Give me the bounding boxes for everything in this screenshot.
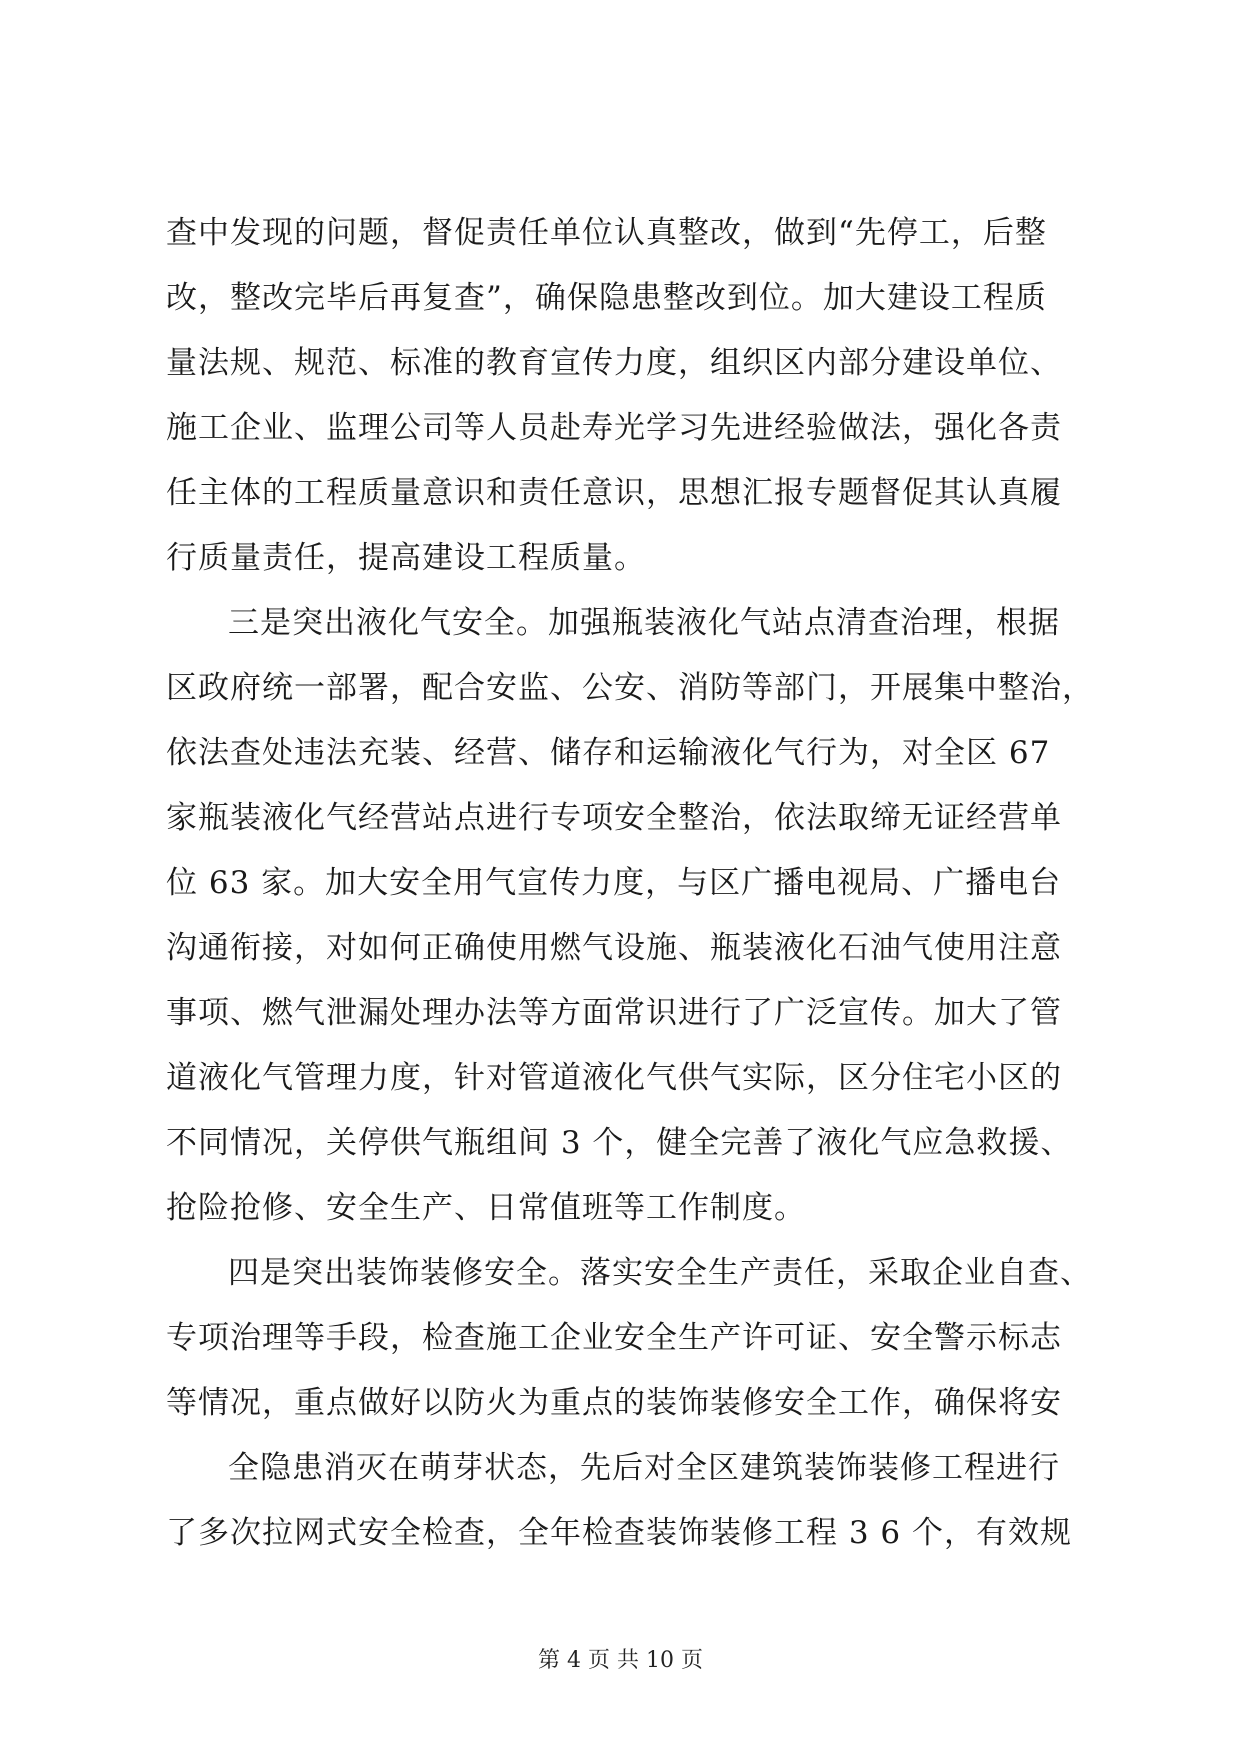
paragraph-5-first-line: 全隐患消灭在萌芽状态，先后对全区建筑装饰装修工程进行 <box>228 1450 1060 1486</box>
body-line-19: 等情况，重点做好以防火为重点的装饰装修安全工作，确保将安 <box>166 1385 1062 1421</box>
body-line-2: 改，整改完毕后再复查”，确保隐患整改到位。加大建设工程质 <box>166 280 1047 316</box>
body-line-12: 沟通衔接，对如何正确使用燃气设施、瓶装液化石油气使用注意 <box>166 930 1062 966</box>
body-line-13: 事项、燃气泄漏处理办法等方面常识进行了广泛宣传。加大了管 <box>166 995 1062 1031</box>
body-line-5: 任主体的工程质量意识和责任意识，思想汇报专题督促其认真履 <box>166 475 1062 511</box>
body-line-8: 区政府统一部署，配合安监、公安、消防等部门，开展集中整治， <box>166 670 1094 706</box>
body-line-11: 位 63 家。加大安全用气宣传力度，与区广播电视局、广播电台 <box>166 865 1062 901</box>
body-line-1: 查中发现的问题，督促责任单位认真整改，做到“先停工，后整 <box>166 215 1047 251</box>
body-line-4: 施工企业、监理公司等人员赴寿光学习先进经验做法，强化各责 <box>166 410 1062 446</box>
paragraph-3-first-line: 三是突出液化气安全。加强瓶装液化气站点清查治理，根据 <box>228 605 1060 641</box>
body-line-16: 抢险抢修、安全生产、日常值班等工作制度。 <box>166 1190 806 1226</box>
body-line-14: 道液化气管理力度，针对管道液化气供气实际，区分住宅小区的 <box>166 1060 1062 1096</box>
body-line-3: 量法规、规范、标准的教育宣传力度，组织区内部分建设单位、 <box>166 345 1062 381</box>
body-line-9: 依法查处违法充装、经营、储存和运输液化气行为，对全区 67 <box>166 735 1051 771</box>
paragraph-4-first-line: 四是突出装饰装修安全。落实安全生产责任，采取企业自查、 <box>228 1255 1092 1291</box>
body-line-21: 了多次拉网式安全检查，全年检查装饰装修工程 3 6 个，有效规 <box>166 1515 1073 1551</box>
body-line-18: 专项治理等手段，检查施工企业安全生产许可证、安全警示标志 <box>166 1320 1062 1356</box>
body-line-15: 不同情况，关停供气瓶组间 3 个，健全完善了液化气应急救援、 <box>166 1125 1073 1161</box>
body-line-10: 家瓶装液化气经营站点进行专项安全整治，依法取缔无证经营单 <box>166 800 1062 836</box>
page-number-footer: 第 4 页 共 10 页 <box>538 1648 703 1673</box>
body-line-6: 行质量责任，提高建设工程质量。 <box>166 540 646 576</box>
